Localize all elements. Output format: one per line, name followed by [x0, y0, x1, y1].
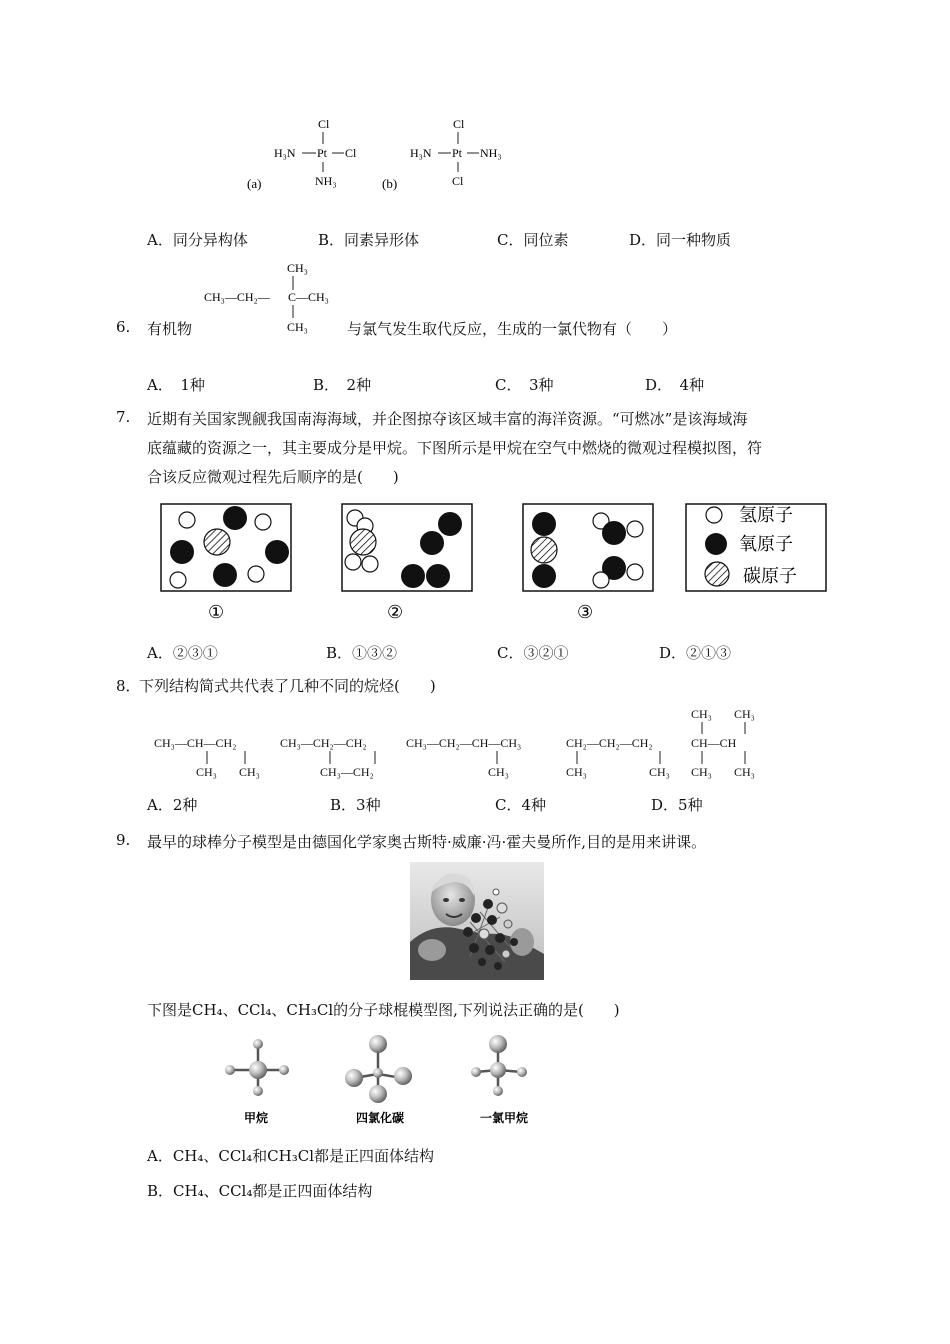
legend: [686, 504, 826, 591]
hydrogen-atom: [255, 514, 271, 530]
b-top: Cl: [453, 117, 465, 131]
ch3cl-model: [471, 1035, 529, 1125]
q6-option-d: D． 4种: [645, 376, 705, 394]
q6-struct-right: —CH₃: [296, 290, 329, 304]
q7-line-3: 合该反应微观过程先后顺序的是( ): [147, 468, 399, 486]
oxygen-atom: [420, 531, 444, 555]
q7-number: 7.: [116, 408, 131, 426]
svg-text:CH₃: CH₃: [734, 707, 755, 721]
box-1: [161, 504, 291, 622]
q7-line-2: 底蕴藏的资源之一，其主要成分是甲烷。下图所示是甲烷在空气中燃烧的微观过程模拟图，符: [147, 439, 763, 457]
hydrogen-atom: [179, 512, 195, 528]
pt-complex-figure: [247, 110, 530, 200]
box-3-label: ③: [577, 602, 594, 622]
box-3: [523, 504, 653, 622]
svg-text:CH₃—CH₂—CH₂: CH₃—CH₂—CH₂: [280, 736, 367, 750]
q9-option-b: B．CH₄、CCl₄都是正四面体结构: [147, 1182, 373, 1200]
q6-text-pre: 有机物: [147, 320, 193, 338]
oxygen-atom: [401, 564, 425, 588]
q6-number: 6.: [116, 318, 131, 336]
hydrogen-atom: [627, 521, 643, 537]
svg-text:CH₃: CH₃: [488, 765, 509, 779]
carbon-atom: [350, 529, 376, 555]
svg-text:CH₃—CH₂: CH₃—CH₂: [320, 765, 374, 779]
q5-option-a: A．同分异构体: [147, 231, 248, 249]
svg-text:CH₃: CH₃: [734, 765, 755, 779]
oxygen-atom: [602, 521, 626, 545]
box-2: [342, 504, 472, 622]
a-label: (a): [247, 176, 262, 191]
alkane-structures: [150, 700, 770, 785]
methane-model: [225, 1039, 289, 1125]
hydrogen-atom: [248, 566, 264, 582]
b-left: H₃N: [410, 146, 432, 160]
q5-option-c: C．同位素: [497, 231, 569, 249]
oxygen-atom: [438, 512, 462, 536]
a-bottom: NH₃: [315, 174, 337, 188]
svg-text:CH₃: CH₃: [691, 707, 712, 721]
ccl4-label: 四氯化碳: [356, 1111, 405, 1125]
structure-a: [247, 117, 357, 191]
svg-text:CH₃: CH₃: [691, 765, 712, 779]
svg-text:CH₃: CH₃: [196, 765, 217, 779]
b-center: Pt: [452, 146, 463, 160]
svg-text:CH₃—CH—CH₂: CH₃—CH—CH₂: [154, 736, 237, 750]
ccl4-model: [345, 1035, 412, 1125]
a-center: Pt: [317, 146, 328, 160]
q7-option-a: A．②③①: [147, 644, 218, 662]
svg-text:CH₃: CH₃: [566, 765, 587, 779]
carbon-atom: [204, 529, 230, 555]
combustion-diagram: [155, 498, 835, 628]
q9-text: 最早的球棒分子模型是由德国化学家奥古斯特·威廉·冯·霍夫曼所作,目的是用来讲课。: [147, 833, 707, 851]
oxygen-atom: [532, 564, 556, 588]
hydrogen-atom: [627, 564, 643, 580]
q8-option-c: C．4种: [495, 796, 547, 814]
q8-text: 下列结构简式共代表了几种不同的烷烃( ): [139, 677, 436, 695]
a-right: Cl: [345, 146, 357, 160]
hydrogen-atom: [362, 556, 378, 572]
oxygen-atom: [532, 512, 556, 536]
q9-subtext: 下图是CH₄、CCl₄、CH₃Cl的分子球棍模型图,下列说法正确的是( ): [147, 1001, 620, 1019]
hydrogen-atom: [345, 554, 361, 570]
a-left: H₃N: [274, 146, 296, 160]
a-top: Cl: [318, 117, 330, 131]
q8-number: 8．: [116, 677, 141, 695]
q7-option-b: B．①③②: [326, 644, 398, 662]
q8-option-d: D．5种: [651, 796, 703, 814]
q9-number: 9.: [116, 831, 131, 849]
oxygen-atom: [170, 540, 194, 564]
q6-struct-top: CH₃: [287, 261, 308, 275]
structure-b: [382, 117, 502, 191]
q9-option-a: A．CH₄、CCl₄和CH₃Cl都是正四面体结构: [147, 1147, 435, 1165]
oxygen-atom: [213, 563, 237, 587]
q6-structure: [200, 256, 350, 336]
svg-text:CH₃: CH₃: [649, 765, 670, 779]
q7-line-1: 近期有关国家觊觎我国南海海域，并企图掠夺该区域丰富的海洋资源。“可燃冰”是该海域海: [147, 410, 748, 428]
svg-text:CH—CH: CH—CH: [691, 736, 737, 750]
svg-text:CH₂—CH₂—CH₂: CH₂—CH₂—CH₂: [566, 736, 653, 750]
carbon-atom: [531, 537, 557, 563]
q6-struct-bottom: CH₃: [287, 320, 308, 334]
ball-stick-models: [210, 1030, 550, 1130]
q5-option-d: D．同一种物质: [629, 231, 732, 249]
q6-option-c: C． 3种: [495, 376, 554, 394]
svg-text:CH₃: CH₃: [239, 765, 260, 779]
legend-oxygen: 氧原子: [739, 534, 793, 554]
svg-text:CH₃—CH₂—CH—CH₃: CH₃—CH₂—CH—CH₃: [406, 736, 522, 750]
q7-option-c: C．③②①: [497, 644, 569, 662]
ch3cl-label: 一氯甲烷: [480, 1111, 529, 1125]
b-right: NH₃: [480, 146, 502, 160]
q6-option-b: B． 2种: [313, 376, 372, 394]
q6-text-post: 与氯气发生取代反应，生成的一氯代物有（ ）: [347, 320, 678, 338]
carbon-legend-icon: [705, 562, 729, 586]
oxygen-atom: [426, 564, 450, 588]
q6-struct-center: C: [288, 290, 297, 304]
box-1-label: ①: [208, 602, 225, 622]
b-bottom: Cl: [452, 174, 464, 188]
oxygen-atom: [223, 506, 247, 530]
b-label: (b): [382, 176, 398, 191]
q8-option-a: A．2种: [147, 796, 198, 814]
hydrogen-atom: [170, 572, 186, 588]
q7-option-d: D．②①③: [659, 644, 732, 662]
q6-option-a: A． 1种: [147, 376, 205, 394]
legend-carbon: 碳原子: [743, 566, 797, 586]
hydrogen-legend-icon: [706, 507, 722, 523]
oxygen-atom: [265, 540, 289, 564]
box-2-label: ②: [387, 602, 404, 622]
oxygen-legend-icon: [705, 533, 727, 555]
q5-option-b: B．同素异形体: [318, 231, 420, 249]
q8-option-b: B．3种: [330, 796, 381, 814]
legend-hydrogen: 氢原子: [739, 505, 793, 525]
hydrogen-atom: [593, 572, 609, 588]
hofmann-photo: [410, 862, 544, 980]
q6-struct-left: CH₃—CH₂—: [204, 290, 270, 304]
methane-label: 甲烷: [244, 1111, 269, 1125]
